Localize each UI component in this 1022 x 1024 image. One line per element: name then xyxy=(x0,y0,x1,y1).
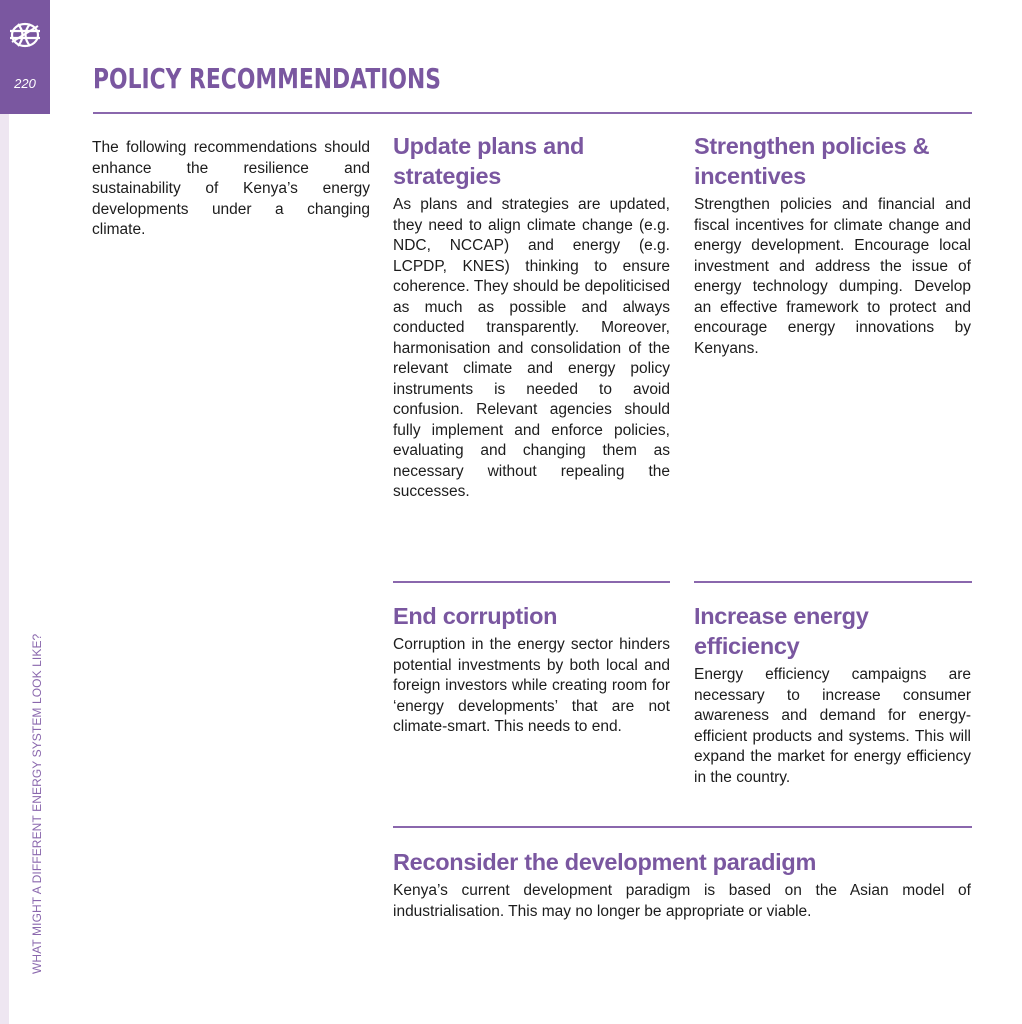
intro-paragraph: The following recommendations should enhance the resilience and sustainability of Kenya’s energy developments under a changing climate. xyxy=(92,139,370,238)
section-heading: Strengthen policies & incentives xyxy=(694,133,930,189)
section-strengthen-policies xyxy=(694,131,971,359)
section-body: Corruption in the energy sector hinders potential investments by both local and foreign investors while creating room for ‘energy developments’ that are not climate-smart. This needs to end. xyxy=(393,636,670,735)
title-divider xyxy=(93,112,972,114)
section-energy-efficiency xyxy=(694,601,971,788)
section-body: Kenya’s current development paradigm is based on the Asian model of industrialisation. This may no longer be appropriate or viable. xyxy=(393,882,971,920)
section-heading: Increase energy efficiency xyxy=(694,603,869,659)
section-end-corruption xyxy=(393,601,670,738)
chapter-title-vertical: WHAT MIGHT A DIFFERENT ENERGY SYSTEM LOOK LIKE? xyxy=(30,633,44,974)
section-update-plans xyxy=(393,131,670,503)
section-divider xyxy=(694,581,972,583)
page-tab xyxy=(0,0,50,114)
section-heading: Reconsider the development paradigm xyxy=(393,849,817,875)
page-title: POLICY RECOMMENDATIONS xyxy=(93,62,441,95)
section-body: As plans and strategies are updated, they need to align climate change (e.g. NDC, NCCAP) and energy (e.g. LCPDP, KNES) thinking to ensure coherence. They should be depoliticised as much as possible and always conducted transparently. Moreover, harmonisation and consolidation of the relevant climate and energy policy instruments is needed to avoid confusion. Relevant agencies should fully implement and enforce policies, evaluating and changing them as necessary without repealing the successes. xyxy=(393,196,670,500)
globe-grid-icon xyxy=(8,20,42,50)
page-number: 220 xyxy=(14,76,36,91)
section-body: Energy efficiency campaigns are necessary to increase consumer awareness and demand for energy-efficient products and systems. This will expand the market for energy efficiency in the country. xyxy=(694,666,971,786)
section-body: Strengthen policies and financial and fiscal incentives for climate change and energy development. Encourage local investment and address the issue of energy technology dumping. Develop an effective framework to protect and encourage energy innovations by Kenyans. xyxy=(694,196,971,357)
section-heading: Update plans and strategies xyxy=(393,133,585,189)
side-strip xyxy=(0,0,9,1024)
section-heading: End corruption xyxy=(393,603,558,629)
section-divider xyxy=(393,581,670,583)
section-divider xyxy=(393,826,972,828)
section-development-paradigm xyxy=(393,847,971,922)
